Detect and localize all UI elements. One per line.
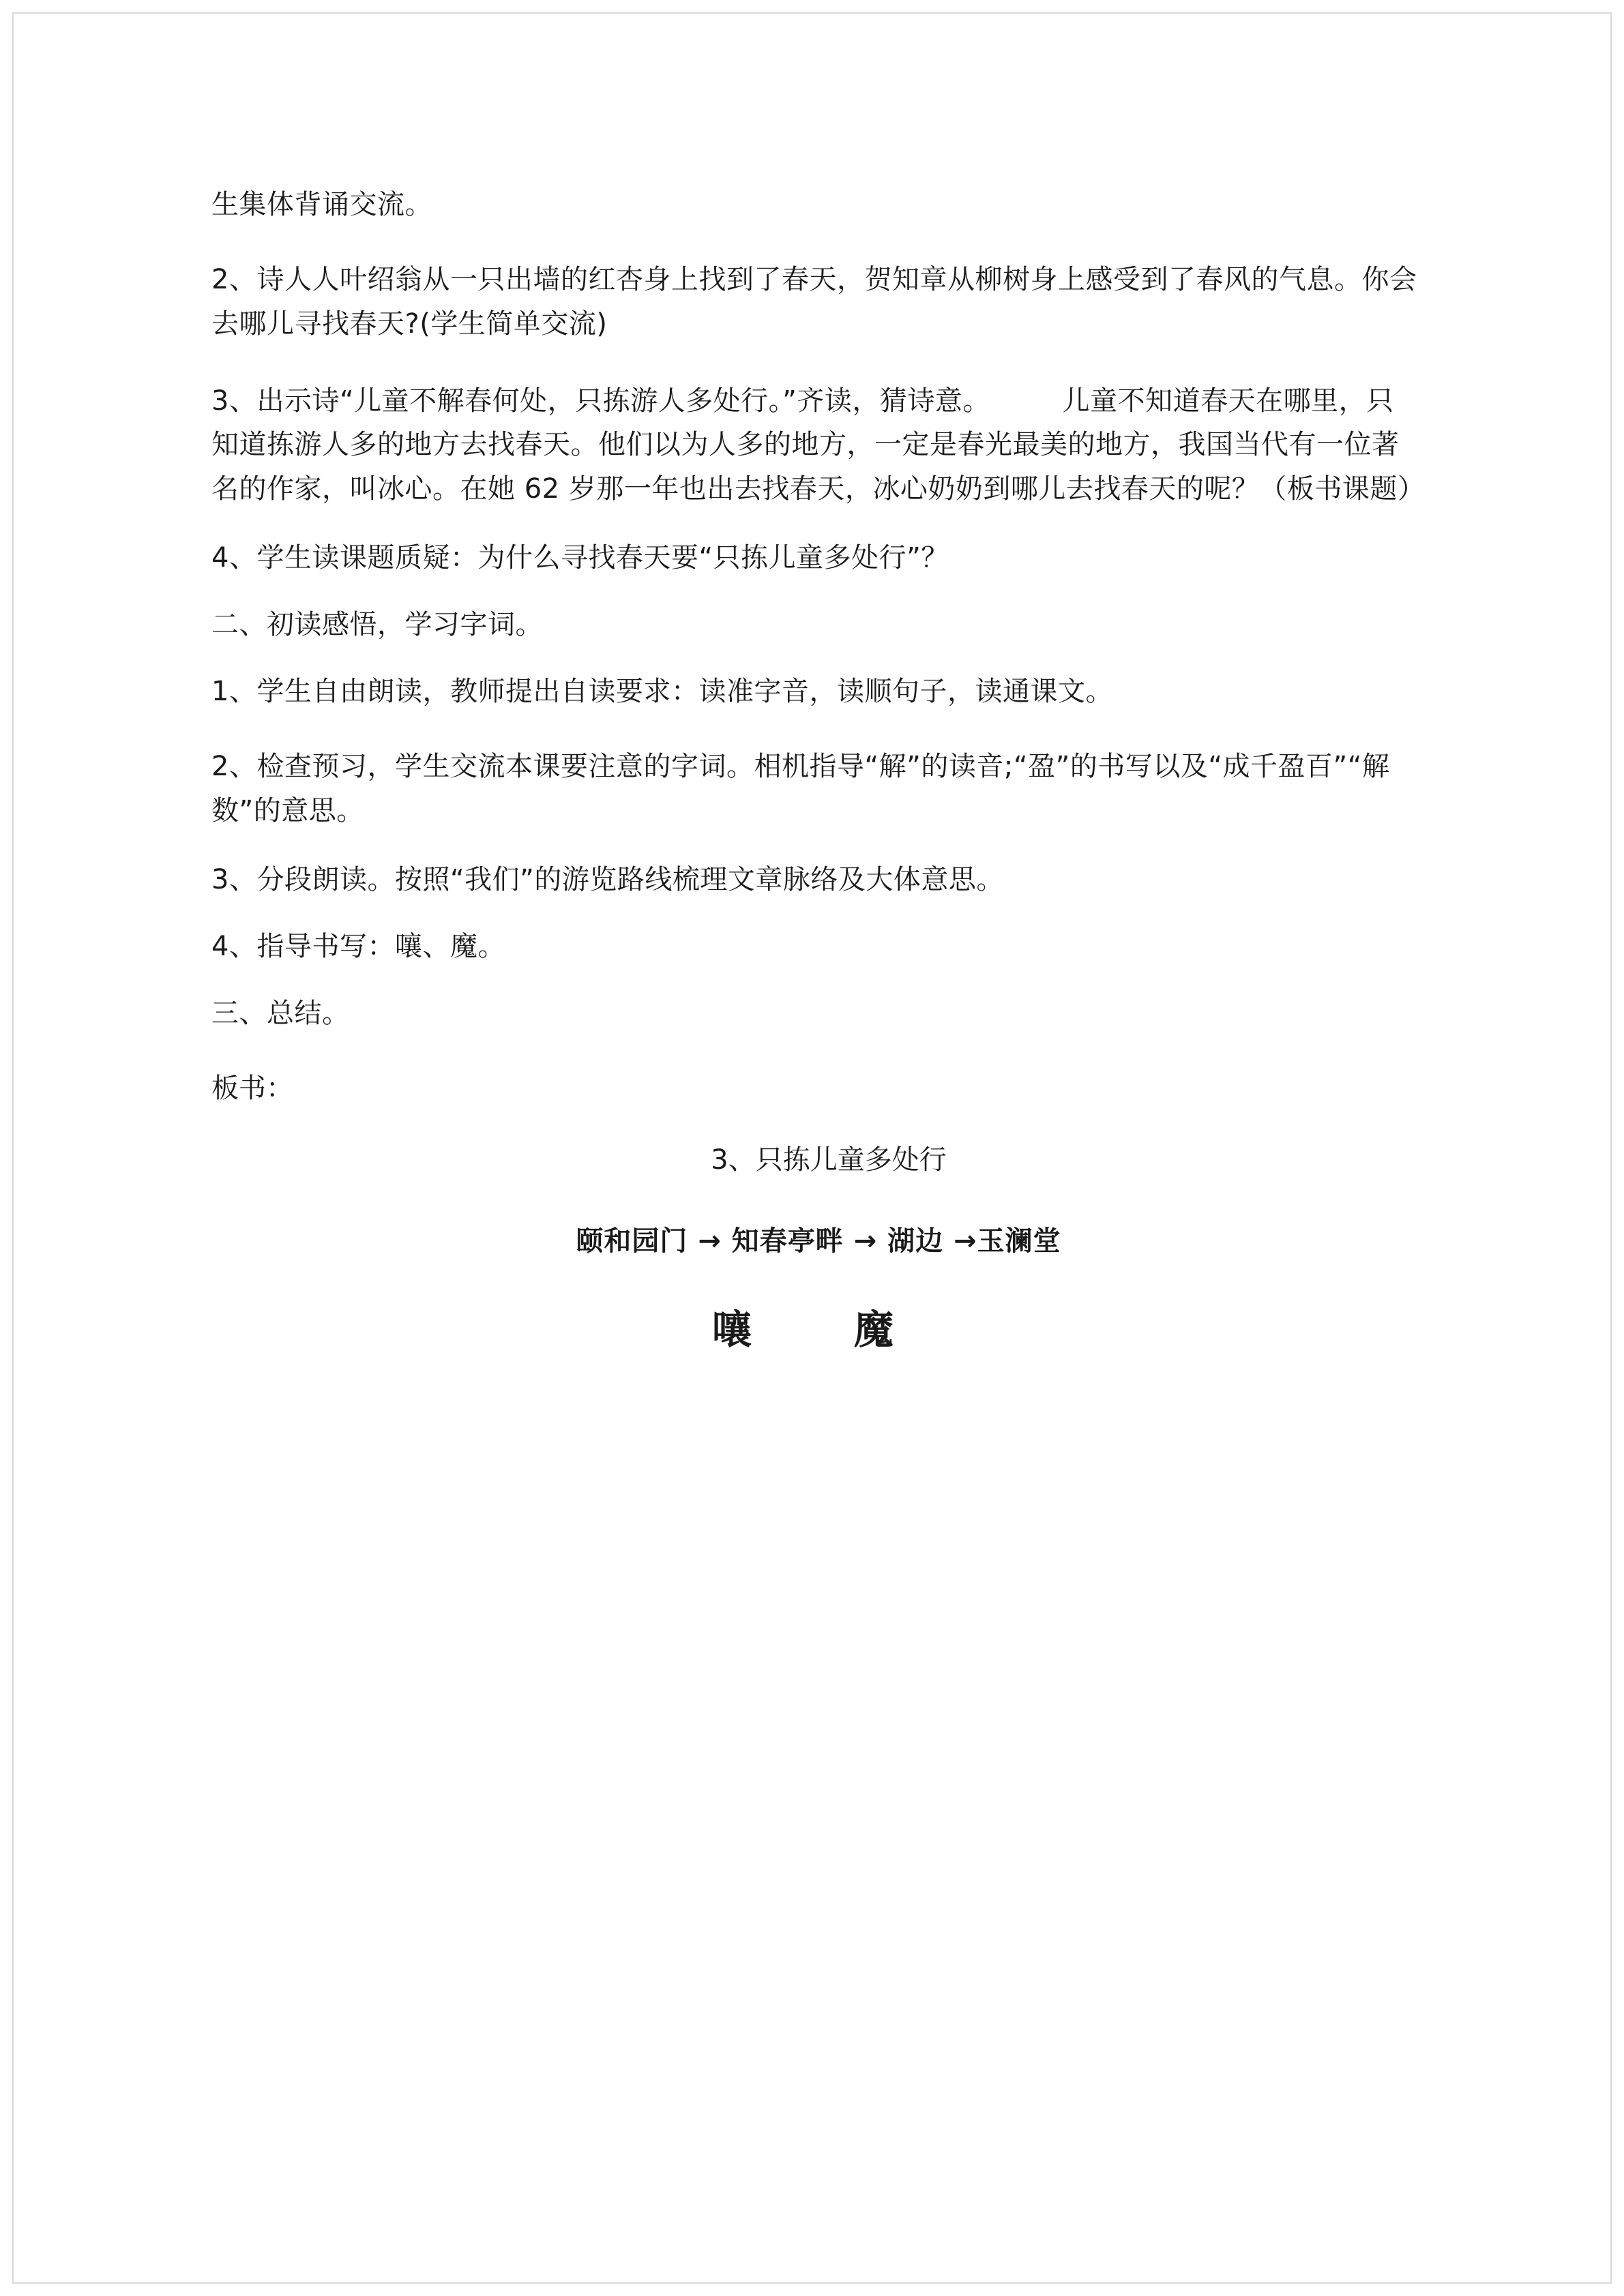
- paragraph-6: 2、检查预习，学生交流本课要注意的字词。相机指导“解”的读音;“盈”的书写以及“成千盈百”“解数”的意思。: [211, 750, 1390, 826]
- board-route: 颐和园门 → 知春亭畔 → 湖边 →玉澜堂: [576, 1225, 1061, 1257]
- paragraph-1: 生集体背诵交流。: [211, 189, 432, 220]
- board-characters: [211, 1298, 1419, 1355]
- paragraph-4: 4、学生读课题质疑：为什么寻找春天要“只拣儿童多处行”？: [211, 541, 949, 573]
- section-heading-three: 三、总结。: [211, 997, 350, 1029]
- paragraph-2: 2、诗人人叶绍翁从一只出墙的红杏身上找到了春天，贺知章从柳树身上感受到了春风的气息。你会去哪儿寻找春天?(学生简单交流): [211, 264, 1417, 340]
- paragraph-5: 1、学生自由朗读，教师提出自读要求：读准字音，读顺句子，读通课文。: [211, 675, 1113, 707]
- board-characters-text: 嚷 魔: [711, 1306, 925, 1353]
- board-title: 3、只拣儿童多处行: [711, 1144, 947, 1176]
- document-body: [211, 189, 1426, 1355]
- section-heading-two: 二、初读感悟，学习字词。: [211, 608, 543, 640]
- board-label: 板书：: [211, 1072, 293, 1104]
- paragraph-7: 3、分段朗读。按照“我们”的游览路线梳理文章脉络及大体意思。: [211, 863, 1004, 895]
- paragraph-8: 4、指导书写：嚷、魔。: [211, 930, 505, 962]
- paragraph-3: 3、出示诗“儿童不解春何处，只拣游人多处行。”齐读，猜诗意。 儿童不知道春天在哪里，只知道拣游人多的地方去找春天。他们以为人多的地方，一定是春光最美的地方，我国当代有一位著名的作家，叫冰心。在她 62 岁那一年也出去找春天，冰心奶奶到哪儿去找春天的呢？（板书课题）: [211, 385, 1426, 505]
